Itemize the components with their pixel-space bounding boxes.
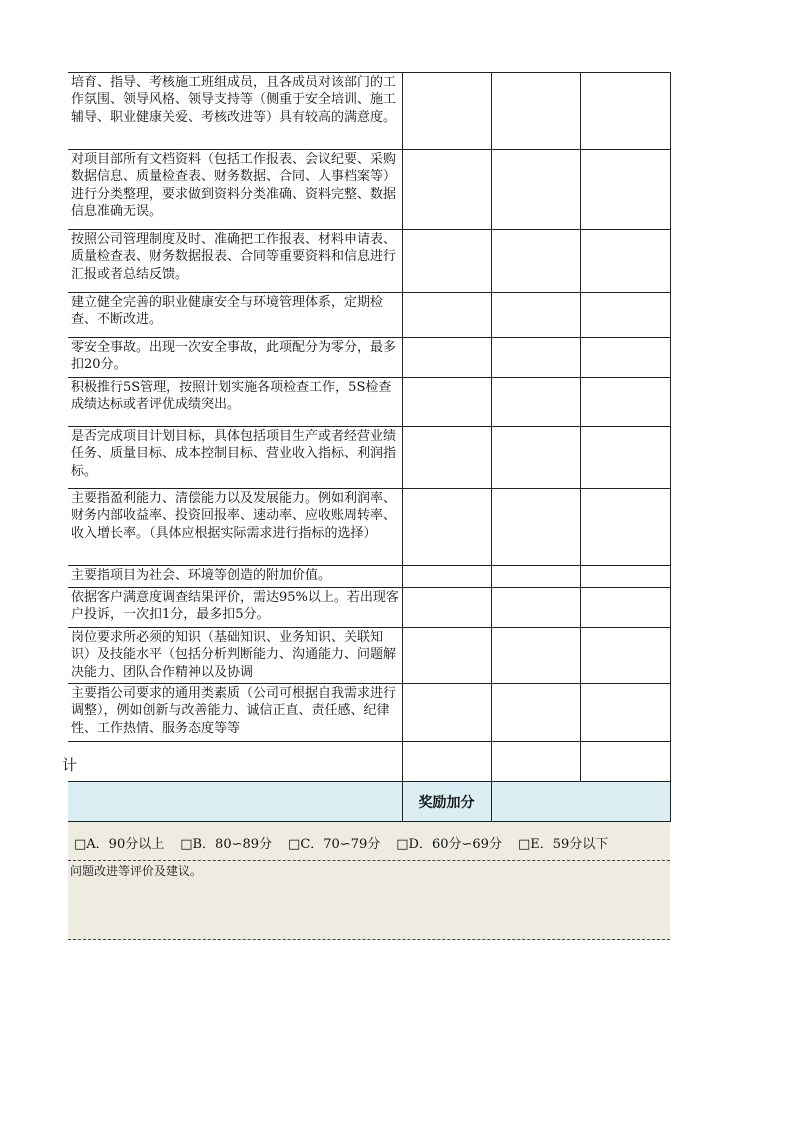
criterion-description: [68, 588, 402, 628]
score-cell[interactable]: [402, 73, 491, 150]
total-row: [68, 742, 670, 782]
score-cell[interactable]: [402, 378, 491, 427]
score-cell[interactable]: [580, 628, 670, 684]
table-row: [68, 338, 670, 378]
table-row: [68, 378, 670, 427]
total-score-cell[interactable]: [402, 742, 491, 782]
table-row: [68, 566, 670, 588]
table-row: [68, 150, 670, 230]
total-score-cell[interactable]: [491, 742, 580, 782]
score-cell[interactable]: [580, 588, 670, 628]
score-cell[interactable]: [402, 628, 491, 684]
score-cell[interactable]: [491, 338, 580, 378]
score-cell[interactable]: [580, 378, 670, 427]
bonus-blank-cell: [68, 782, 402, 822]
evaluation-table: [62, 72, 671, 822]
score-cell[interactable]: [491, 73, 580, 150]
criterion-description: [68, 338, 402, 378]
score-cell[interactable]: [580, 566, 670, 588]
table-row: [68, 628, 670, 684]
score-cell[interactable]: [491, 230, 580, 293]
table-row: [68, 427, 670, 489]
score-cell[interactable]: [402, 684, 491, 742]
criterion-description: [68, 378, 402, 427]
criterion-text: 对项目部所有文档资料（包括工作报表、会议纪要、采购数据信息、质量检查表、财务数据、合同、人事档案等）进行分类整理，要求做到资料分类准确、资料完整、数据信息准确无误。: [71, 152, 397, 219]
criterion-description: [68, 489, 402, 566]
table-row: [68, 489, 670, 566]
rating-option[interactable]: □B．80∽89分: [180, 837, 273, 852]
rating-option[interactable]: □C．70∽79分: [288, 837, 381, 852]
evaluation-sheet: [62, 72, 670, 822]
rating-options-bar: [68, 822, 670, 861]
criterion-text: 是否完成项目计划目标，具体包括项目生产或者经营业绩任务、质量目标、成本控制目标、营业收入指标、利润指标。: [71, 429, 397, 479]
criterion-text: 培育、指导、考核施工班组成员，且各成员对该部门的工作氛围、领导风格、领导支持等（侧重于安全培训、施工辅导、职业健康关爱、考核改进等）具有较高的满意度。: [71, 75, 397, 125]
criterion-text: 按照公司管理制度及时、准确把工作报表、材料申请表、质量检查表、财务数据报表、合同等重要资料和信息进行汇报或者总结反馈。: [71, 232, 397, 282]
rating-option[interactable]: □A．90分以上: [74, 837, 165, 852]
table-row: [68, 73, 670, 150]
score-cell[interactable]: [402, 338, 491, 378]
table-row: [68, 293, 670, 338]
table-row: [68, 230, 670, 293]
score-cell[interactable]: [402, 150, 491, 230]
comment-area[interactable]: [68, 861, 670, 940]
criterion-text: 建立健全完善的职业健康安全与环境管理体系，定期检查、不断改进。: [71, 295, 384, 328]
score-cell[interactable]: [491, 150, 580, 230]
score-cell[interactable]: [580, 230, 670, 293]
score-cell[interactable]: [402, 566, 491, 588]
score-cell[interactable]: [402, 293, 491, 338]
score-cell[interactable]: [491, 427, 580, 489]
criterion-text: 主要指公司要求的通用类素质（公司可根据自我需求进行调整），例如创新与改善能力、诚信正直、责任感、纪律性、工作热情、服务态度等等: [71, 686, 397, 736]
score-cell[interactable]: [491, 684, 580, 742]
score-cell[interactable]: [580, 489, 670, 566]
criterion-description: [68, 566, 402, 588]
score-cell[interactable]: [580, 427, 670, 489]
score-cell[interactable]: [491, 628, 580, 684]
comment-prompt: 问题改进等评价及建议。: [70, 864, 203, 878]
score-cell[interactable]: [580, 73, 670, 150]
criterion-description: [68, 684, 402, 742]
criterion-description: [68, 628, 402, 684]
rating-option[interactable]: □E．59分以下: [517, 837, 609, 852]
score-cell[interactable]: [402, 489, 491, 566]
criterion-text: 零安全事故。出现一次安全事故，此项配分为零分，最多扣20分。: [71, 340, 397, 373]
criterion-description: [68, 230, 402, 293]
table-row: [68, 588, 670, 628]
total-score-cell[interactable]: [580, 742, 670, 782]
rating-option[interactable]: □D．60分∽69分: [396, 837, 502, 852]
score-cell[interactable]: [491, 378, 580, 427]
criterion-description: [68, 293, 402, 338]
score-cell[interactable]: [491, 489, 580, 566]
score-cell[interactable]: [491, 293, 580, 338]
score-cell[interactable]: [402, 427, 491, 489]
score-cell[interactable]: [402, 230, 491, 293]
criterion-description: [68, 73, 402, 150]
score-cell[interactable]: [491, 588, 580, 628]
score-cell[interactable]: [580, 150, 670, 230]
score-cell[interactable]: [580, 293, 670, 338]
score-cell[interactable]: [580, 684, 670, 742]
criterion-text: 岗位要求所必须的知识（基础知识、业务知识、关联知识）及技能水平（包括分析判断能力、沟通能力、问题解决能力、团队合作精神以及协调: [71, 630, 397, 680]
criterion-description: [68, 150, 402, 230]
bonus-label: 奖励加分: [402, 782, 491, 822]
total-label: 计: [62, 756, 78, 774]
criterion-description: [68, 427, 402, 489]
score-cell[interactable]: [491, 566, 580, 588]
bonus-row: [68, 782, 670, 822]
score-cell[interactable]: [580, 338, 670, 378]
criterion-text: 主要指项目为社会、环境等创造的附加价值。: [71, 568, 332, 583]
criterion-text: 依据客户满意度调查结果评价，需达95%以上。若出现客户投诉，一次扣1分，最多扣5分。: [71, 590, 399, 623]
table-row: [68, 684, 670, 742]
criterion-text: 积极推行5S管理，按照计划实施各项检查工作，5S检查成绩达标或者评优成绩突出。: [71, 380, 392, 413]
criterion-text: 主要指盈利能力、清偿能力以及发展能力。例如利润率、财务内部收益率、投资回报率、速动率、应收账周转率、收入增长率。（具体应根据实际需求进行指标的选择）: [71, 491, 397, 541]
total-label-cell: [62, 742, 402, 782]
score-cell[interactable]: [402, 588, 491, 628]
bonus-score-cell[interactable]: [491, 782, 670, 822]
